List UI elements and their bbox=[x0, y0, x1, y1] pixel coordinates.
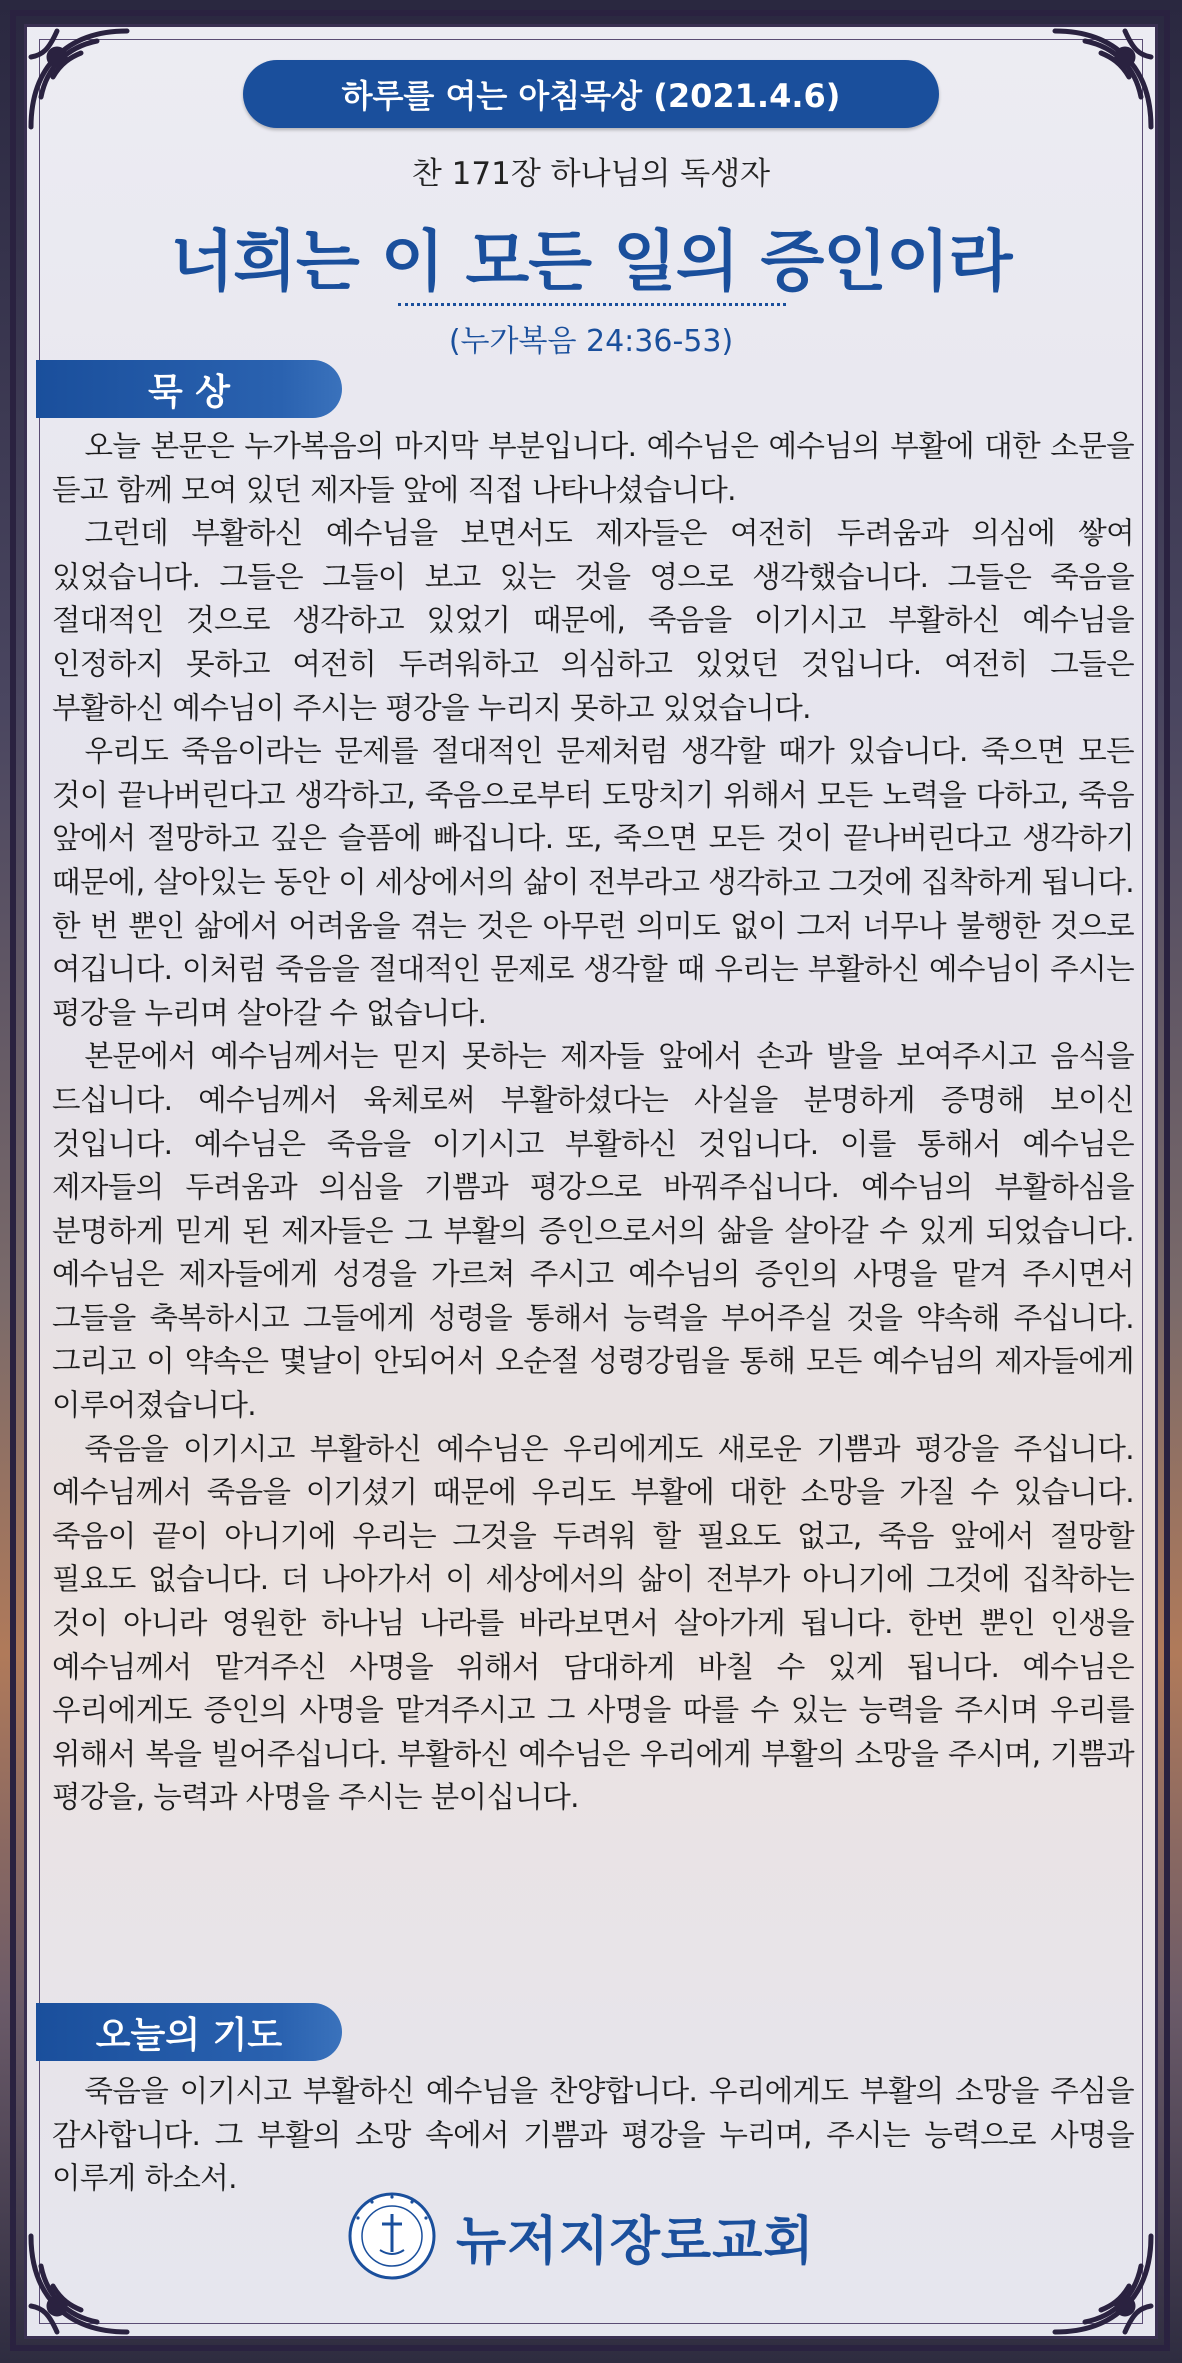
hymn-reference: 찬 171장 하나님의 독생자 bbox=[411, 156, 771, 192]
devotional-header-badge: 하루를 여는 아침묵상 (2021.4.6) bbox=[243, 60, 939, 128]
church-name: 뉴저지장로교회 bbox=[456, 2211, 815, 2272]
prayer-section-label: 오늘의 기도 bbox=[36, 2003, 342, 2061]
corner-ornament-icon bbox=[1045, 27, 1155, 137]
meditation-paragraph: 우리도 죽음이라는 문제를 절대적인 문제처럼 생각할 때가 있습니다. 죽으면 모든 것이 끝나버린다고 생각하고, 죽음으로부터 도망치기 위해서 모든 노력을 다하고, 죽음 앞에서 절망하고 깊은 슬픔에 빠집니다. 또, 죽으면 모든 것이 끝나버린다고 생각하기 때문에, 살아있는 동안 이 세상에서의 삶이 전부라고 생각하고 그것에 집착하게 됩니다. 한 번 뿐인 삶에서 어려움을 겪는 것은 아무런 의미도 없이 그저 너무나 불행한 것으로 여깁니다. 이처럼 죽음을 절대적인 문제로 생각할 때 우리는 부활하신 예수님이 주시는 평강을 누리며 살아갈 수 없습니다. bbox=[52, 734, 1134, 1030]
page-title: 너희는 이 모든 일의 증인이라 bbox=[170, 223, 1012, 300]
corner-ornament-icon bbox=[1045, 2226, 1155, 2336]
meditation-section-label: 묵 상 bbox=[36, 360, 342, 418]
corner-ornament-icon bbox=[27, 27, 137, 137]
corner-ornament-icon bbox=[27, 2226, 137, 2336]
church-logo-icon bbox=[348, 2192, 436, 2280]
meditation-paragraph: 오늘 본문은 누가복음의 마지막 부분입니다. 예수님은 예수님의 부활에 대한 소문을 듣고 함께 모여 있던 제자들 앞에 직접 나타나셨습니다. bbox=[52, 429, 1134, 507]
title-divider bbox=[398, 303, 786, 306]
church-footer bbox=[348, 2186, 815, 2286]
scripture-reference: (누가복음 24:36-53) bbox=[448, 324, 734, 359]
meditation-paragraph: 본문에서 예수님께서는 믿지 못하는 제자들 앞에서 손과 발을 보여주시고 음식을 드십니다. 예수님께서 육체로써 부활하셨다는 사실을 분명하게 증명해 보이신 것입니다. 예수님은 죽음을 이기시고 부활하신 것입니다. 이를 통해서 예수님은 제자들의 두려움과 의심을 기쁨과 평강으로 바꿔주십니다. 예수님의 부활하심을 분명하게 믿게 된 제자들은 그 부활의 증인으로서의 삶을 살아갈 수 있게 되었습니다. 예수님은 제자들에게 성경을 가르쳐 주시고 예수님의 증인의 사명을 맡겨 주시면서 그들을 축복하시고 그들에게 성령을 통해서 능력을 부어주실 것을 약속해 주십니다. 그리고 이 약속은 몇날이 안되어서 오순절 성령강림을 통해 모든 예수님의 제자들에게 이루어졌습니다. bbox=[52, 1039, 1134, 1423]
meditation-paragraph: 그런데 부활하신 예수님을 보면서도 제자들은 여전히 두려움과 의심에 쌓여 있었습니다. 그들은 그들이 보고 있는 것을 영으로 생각했습니다. 그들은 죽음을 절대적인 것으로 생각하고 있었기 때문에, 죽음을 이기시고 부활하신 예수님을 인정하지 못하고 여전히 두려워하고 의심하고 있었던 것입니다. 여전히 그들은 부활하신 예수님이 주시는 평강을 누리지 못하고 있었습니다. bbox=[52, 516, 1134, 725]
meditation-body bbox=[52, 425, 1134, 1820]
meditation-paragraph: 죽음을 이기시고 부활하신 예수님은 우리에게도 새로운 기쁨과 평강을 주십니다. 예수님께서 죽음을 이기셨기 때문에 우리도 부활에 대한 소망을 가질 수 있습니다. 죽음이 끝이 아니기에 우리는 그것을 두려워 할 필요도 없고, 죽음 앞에서 절망할 필요도 없습니다. 더 나아가서 이 세상에서의 삶이 전부가 아니기에 그것에 집착하는 것이 아니라 영원한 하나님 나라를 바라보면서 살아가게 됩니다. 한번 뿐인 인생을 예수님께서 맡겨주신 사명을 위해서 담대하게 바칠 수 있게 됩니다. 예수님은 우리에게도 증인의 사명을 맡겨주시고 그 사명을 따를 수 있는 능력을 주시며 우리를 위해서 복을 빌어주십니다. 부활하신 예수님은 우리에게 부활의 소망을 주시며, 기쁨과 평강을, 능력과 사명을 주시는 분이십니다. bbox=[52, 1431, 1134, 1815]
prayer-body bbox=[52, 2070, 1134, 2201]
prayer-paragraph: 죽음을 이기시고 부활하신 예수님을 찬양합니다. 우리에게도 부활의 소망을 주심을 감사합니다. 그 부활의 소망 속에서 기쁨과 평강을 누리며, 주시는 능력으로 사명을 이루게 하소서. bbox=[52, 2074, 1134, 2196]
